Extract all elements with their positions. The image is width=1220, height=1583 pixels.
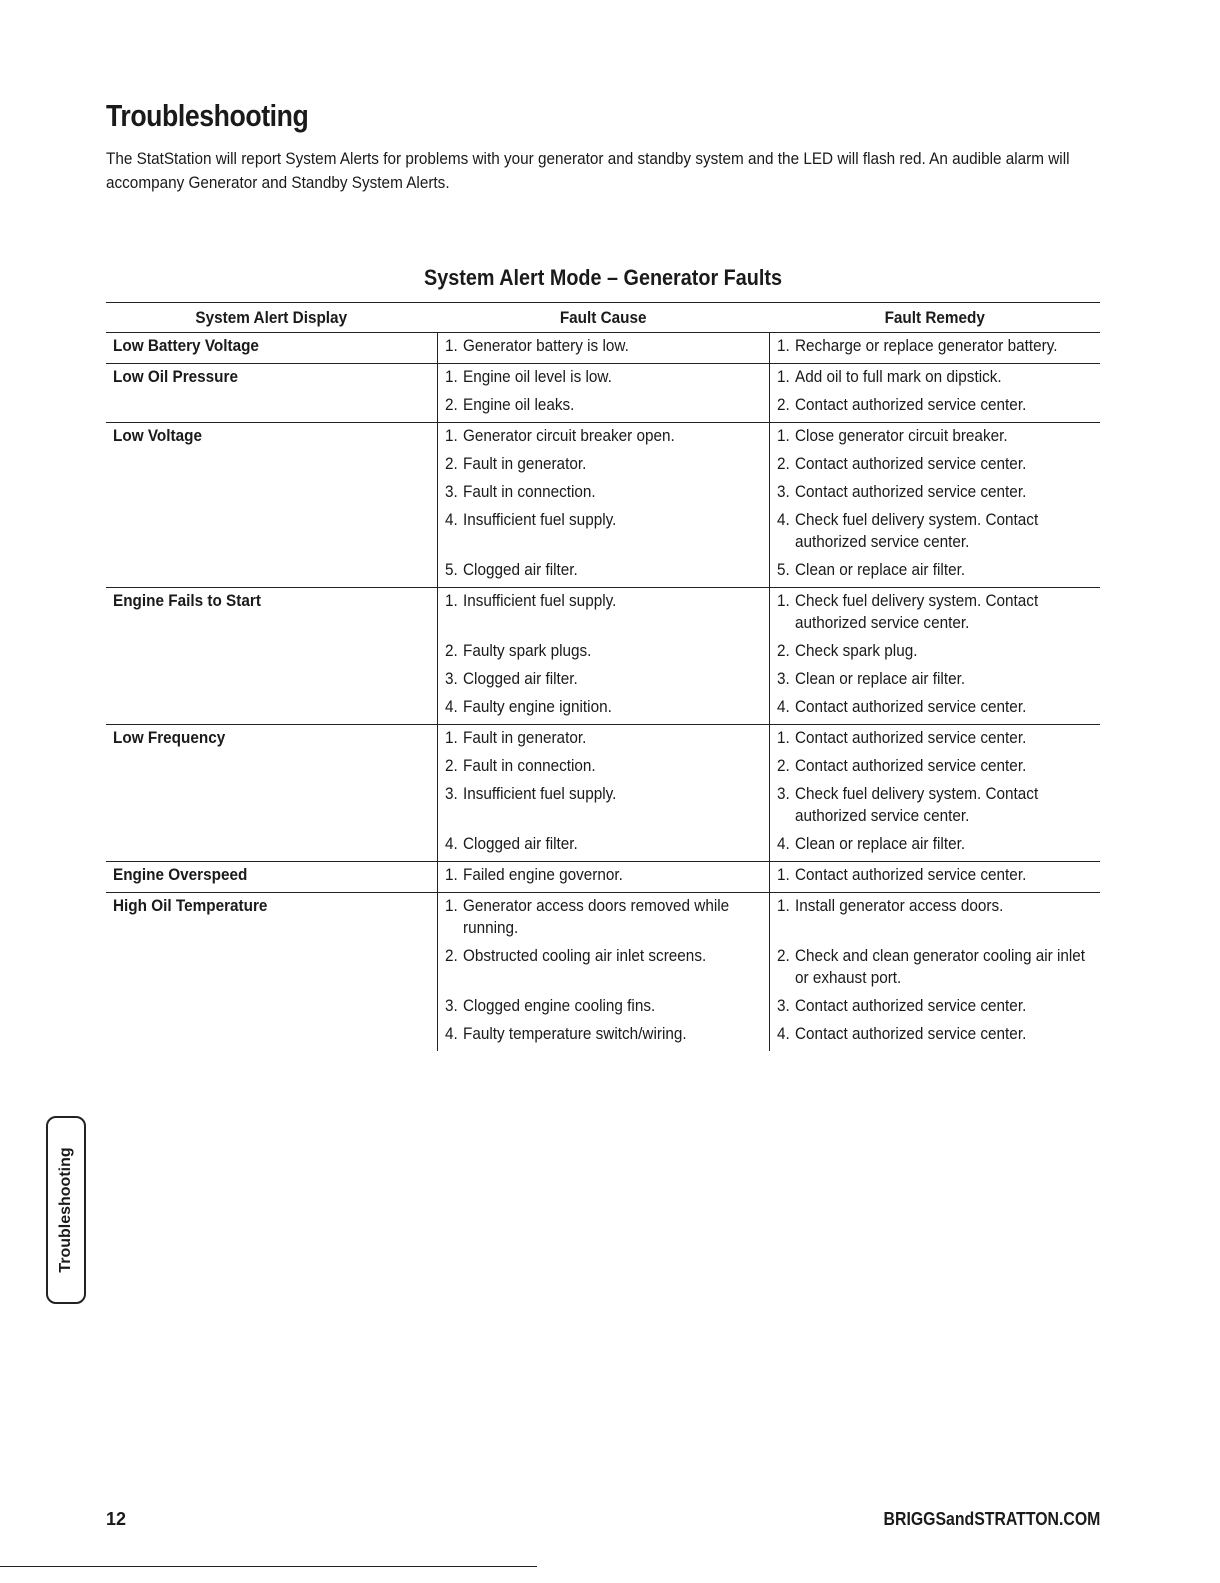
fault-cause-cell bbox=[437, 364, 769, 423]
alert-display-label: Low Voltage bbox=[113, 426, 202, 445]
remedy-item-number: 2. bbox=[776, 641, 790, 660]
remedy-list-item bbox=[777, 755, 1100, 783]
cause-item-text: Failed engine governor. bbox=[462, 865, 623, 884]
remedy-item-text: Clean or replace air filter. bbox=[794, 834, 965, 853]
remedy-item-text: Contact authorized service center. bbox=[794, 728, 1026, 747]
remedy-item-text: Close generator circuit breaker. bbox=[794, 426, 1008, 445]
cause-item-text: Fault in connection. bbox=[462, 756, 596, 775]
page-divider bbox=[0, 1566, 537, 1567]
remedy-list-item bbox=[777, 833, 1100, 861]
remedy-item-number: 1. bbox=[776, 367, 790, 386]
remedy-list-item bbox=[777, 864, 1100, 892]
remedy-item-number: 4. bbox=[776, 697, 790, 716]
system-alert-display-cell bbox=[106, 364, 437, 423]
remedy-item-number: 3. bbox=[776, 996, 790, 1015]
remedy-item-text: Contact authorized service center. bbox=[794, 996, 1026, 1015]
cause-item-number: 2. bbox=[444, 946, 458, 965]
cause-list-item bbox=[445, 559, 769, 587]
cause-list-item bbox=[445, 833, 769, 861]
remedy-list-item bbox=[777, 727, 1100, 755]
remedy-list-item bbox=[777, 668, 1100, 696]
cause-list-item bbox=[445, 864, 769, 892]
cause-list-item bbox=[445, 335, 769, 363]
fault-cause-cell bbox=[437, 423, 769, 588]
remedy-item-text: Install generator access doors. bbox=[794, 896, 1003, 915]
remedy-item-text: Contact authorized service center. bbox=[794, 454, 1026, 473]
cause-list-item bbox=[445, 1023, 769, 1051]
side-tab-label: Troubleshooting bbox=[57, 1147, 74, 1273]
cause-item-number: 4. bbox=[444, 510, 458, 529]
table-row bbox=[106, 588, 1100, 725]
alert-display-label: Low Oil Pressure bbox=[113, 367, 239, 386]
cause-item-text: Fault in generator. bbox=[462, 728, 586, 747]
remedy-list-item bbox=[777, 696, 1100, 724]
fault-group bbox=[106, 588, 1100, 725]
fault-cause-cell bbox=[437, 333, 769, 364]
remedy-item-number: 1. bbox=[776, 896, 790, 915]
fault-remedy-cell bbox=[769, 364, 1100, 423]
cause-item-text: Obstructed cooling air inlet screens. bbox=[462, 946, 706, 965]
intro-paragraph: The StatStation will report System Alerts for problems with your generator and standby system and the LED will flash red. An audible alarm will accompany Generator and Standby System Alerts. bbox=[106, 149, 1070, 192]
alert-display-label: Low Frequency bbox=[113, 728, 226, 747]
fault-group bbox=[106, 893, 1100, 1052]
cause-item-number: 1. bbox=[444, 591, 458, 610]
fault-cause-cell bbox=[437, 893, 769, 1052]
remedy-item-number: 5. bbox=[776, 560, 790, 579]
page-number: 12 bbox=[106, 1509, 127, 1529]
cause-item-number: 3. bbox=[444, 996, 458, 1015]
remedy-list-item bbox=[777, 335, 1100, 363]
remedy-item-number: 1. bbox=[776, 865, 790, 884]
remedy-item-text: Recharge or replace generator battery. bbox=[794, 336, 1058, 355]
cause-item-number: 3. bbox=[444, 482, 458, 501]
remedy-item-text: Contact authorized service center. bbox=[794, 697, 1026, 716]
remedy-item-text: Check fuel delivery system. Contact authorized service center. bbox=[794, 784, 1038, 825]
system-alert-display-cell bbox=[106, 588, 437, 725]
cause-item-text: Clogged engine cooling fins. bbox=[462, 996, 655, 1015]
alert-display-label: High Oil Temperature bbox=[113, 896, 268, 915]
cause-item-number: 3. bbox=[444, 784, 458, 803]
cause-list-item bbox=[445, 755, 769, 783]
cause-item-text: Generator battery is low. bbox=[462, 336, 629, 355]
website-url: BRIGGSandSTRATTON.COM bbox=[883, 1509, 1100, 1529]
fault-group bbox=[106, 725, 1100, 862]
cause-item-number: 1. bbox=[444, 896, 458, 915]
remedy-item-text: Contact authorized service center. bbox=[794, 1024, 1026, 1043]
cause-item-text: Generator access doors removed while running. bbox=[462, 896, 729, 937]
remedy-list-item bbox=[777, 509, 1100, 559]
remedy-item-text: Add oil to full mark on dipstick. bbox=[794, 367, 1002, 386]
system-alert-display-cell bbox=[106, 862, 437, 893]
cause-item-number: 2. bbox=[444, 756, 458, 775]
table-row bbox=[106, 725, 1100, 862]
cause-item-text: Faulty temperature switch/wiring. bbox=[462, 1024, 687, 1043]
cause-list-item bbox=[445, 509, 769, 559]
table-row bbox=[106, 893, 1100, 1052]
remedy-list-item bbox=[777, 783, 1100, 833]
fault-cause-cell bbox=[437, 588, 769, 725]
table-row bbox=[106, 862, 1100, 893]
table-row bbox=[106, 364, 1100, 423]
cause-item-number: 4. bbox=[444, 697, 458, 716]
header-fault-remedy: Fault Remedy bbox=[769, 303, 1100, 333]
alert-display-label: Engine Overspeed bbox=[113, 865, 248, 884]
remedy-item-text: Contact authorized service center. bbox=[794, 865, 1026, 884]
remedy-item-text: Contact authorized service center. bbox=[794, 395, 1026, 414]
fault-remedy-cell bbox=[769, 423, 1100, 588]
fault-cause-cell bbox=[437, 862, 769, 893]
remedy-item-text: Check fuel delivery system. Contact authorized service center. bbox=[794, 510, 1038, 551]
alert-display-label: Engine Fails to Start bbox=[113, 591, 261, 610]
remedy-item-number: 3. bbox=[776, 784, 790, 803]
remedy-list-item bbox=[777, 559, 1100, 587]
remedy-item-number: 4. bbox=[776, 834, 790, 853]
remedy-list-item bbox=[777, 394, 1100, 422]
system-alert-display-cell bbox=[106, 333, 437, 364]
fault-remedy-cell bbox=[769, 588, 1100, 725]
remedy-item-number: 4. bbox=[776, 1024, 790, 1043]
fault-remedy-cell bbox=[769, 333, 1100, 364]
remedy-item-number: 1. bbox=[776, 426, 790, 445]
remedy-list-item bbox=[777, 453, 1100, 481]
cause-list-item bbox=[445, 366, 769, 394]
cause-list-item bbox=[445, 783, 769, 833]
cause-item-number: 4. bbox=[444, 834, 458, 853]
cause-list-item bbox=[445, 945, 769, 995]
cause-list-item bbox=[445, 995, 769, 1023]
fault-group bbox=[106, 333, 1100, 364]
remedy-item-text: Clean or replace air filter. bbox=[794, 560, 965, 579]
remedy-item-number: 1. bbox=[776, 591, 790, 610]
fault-group bbox=[106, 862, 1100, 893]
remedy-item-text: Check fuel delivery system. Contact authorized service center. bbox=[794, 591, 1038, 632]
remedy-item-number: 3. bbox=[776, 669, 790, 688]
remedy-list-item bbox=[777, 366, 1100, 394]
cause-list-item bbox=[445, 590, 769, 640]
system-alert-display-cell bbox=[106, 423, 437, 588]
cause-list-item bbox=[445, 481, 769, 509]
table-row bbox=[106, 423, 1100, 588]
remedy-item-number: 3. bbox=[776, 482, 790, 501]
cause-item-number: 5. bbox=[444, 560, 458, 579]
remedy-item-number: 2. bbox=[776, 756, 790, 775]
cause-list-item bbox=[445, 727, 769, 755]
remedy-list-item bbox=[777, 945, 1100, 995]
fault-group bbox=[106, 423, 1100, 588]
remedy-item-number: 2. bbox=[776, 454, 790, 473]
remedy-list-item bbox=[777, 425, 1100, 453]
remedy-list-item bbox=[777, 481, 1100, 509]
cause-item-text: Clogged air filter. bbox=[462, 669, 578, 688]
cause-item-text: Fault in connection. bbox=[462, 482, 596, 501]
remedy-item-text: Contact authorized service center. bbox=[794, 756, 1026, 775]
cause-item-number: 1. bbox=[444, 728, 458, 747]
table-row bbox=[106, 333, 1100, 364]
cause-item-text: Faulty spark plugs. bbox=[462, 641, 591, 660]
cause-item-text: Fault in generator. bbox=[462, 454, 586, 473]
cause-item-number: 1. bbox=[444, 865, 458, 884]
fault-group bbox=[106, 364, 1100, 423]
cause-list-item bbox=[445, 696, 769, 724]
cause-item-text: Insufficient fuel supply. bbox=[462, 784, 616, 803]
alert-display-label: Low Battery Voltage bbox=[113, 336, 259, 355]
cause-list-item bbox=[445, 895, 769, 945]
remedy-item-number: 1. bbox=[776, 728, 790, 747]
cause-item-text: Engine oil leaks. bbox=[462, 395, 574, 414]
page-title: Troubleshooting bbox=[106, 98, 309, 133]
cause-item-number: 1. bbox=[444, 336, 458, 355]
remedy-list-item bbox=[777, 895, 1100, 945]
cause-item-number: 2. bbox=[444, 641, 458, 660]
cause-item-number: 3. bbox=[444, 669, 458, 688]
cause-item-text: Insufficient fuel supply. bbox=[462, 591, 616, 610]
cause-item-text: Clogged air filter. bbox=[462, 560, 578, 579]
remedy-list-item bbox=[777, 590, 1100, 640]
cause-item-text: Insufficient fuel supply. bbox=[462, 510, 616, 529]
cause-item-number: 2. bbox=[444, 395, 458, 414]
remedy-list-item bbox=[777, 995, 1100, 1023]
cause-item-number: 1. bbox=[444, 367, 458, 386]
header-fault-cause: Fault Cause bbox=[437, 303, 769, 333]
remedy-item-text: Check spark plug. bbox=[794, 641, 917, 660]
fault-cause-cell bbox=[437, 725, 769, 862]
cause-item-number: 1. bbox=[444, 426, 458, 445]
remedy-item-number: 2. bbox=[776, 395, 790, 414]
table-title: System Alert Mode – Generator Faults bbox=[424, 265, 782, 290]
system-alert-display-cell bbox=[106, 725, 437, 862]
remedy-item-number: 1. bbox=[776, 336, 790, 355]
cause-item-text: Clogged air filter. bbox=[462, 834, 578, 853]
cause-list-item bbox=[445, 394, 769, 422]
side-section-tab bbox=[46, 1116, 86, 1304]
fault-remedy-cell bbox=[769, 862, 1100, 893]
remedy-item-number: 2. bbox=[776, 946, 790, 965]
cause-item-text: Generator circuit breaker open. bbox=[462, 426, 675, 445]
fault-remedy-cell bbox=[769, 893, 1100, 1052]
cause-list-item bbox=[445, 453, 769, 481]
header-system-alert-display: System Alert Display bbox=[106, 303, 437, 333]
cause-list-item bbox=[445, 425, 769, 453]
cause-item-text: Engine oil level is low. bbox=[462, 367, 612, 386]
remedy-item-text: Contact authorized service center. bbox=[794, 482, 1026, 501]
remedy-item-text: Clean or replace air filter. bbox=[794, 669, 965, 688]
remedy-item-number: 4. bbox=[776, 510, 790, 529]
cause-item-text: Faulty engine ignition. bbox=[462, 697, 612, 716]
remedy-item-text: Check and clean generator cooling air inlet or exhaust port. bbox=[794, 946, 1085, 987]
cause-item-number: 2. bbox=[444, 454, 458, 473]
fault-remedy-cell bbox=[769, 725, 1100, 862]
cause-list-item bbox=[445, 668, 769, 696]
remedy-list-item bbox=[777, 640, 1100, 668]
system-alert-display-cell bbox=[106, 893, 437, 1052]
generator-faults-table bbox=[106, 302, 1100, 1051]
table-header bbox=[106, 303, 1100, 333]
cause-item-number: 4. bbox=[444, 1024, 458, 1043]
cause-list-item bbox=[445, 640, 769, 668]
remedy-list-item bbox=[777, 1023, 1100, 1051]
